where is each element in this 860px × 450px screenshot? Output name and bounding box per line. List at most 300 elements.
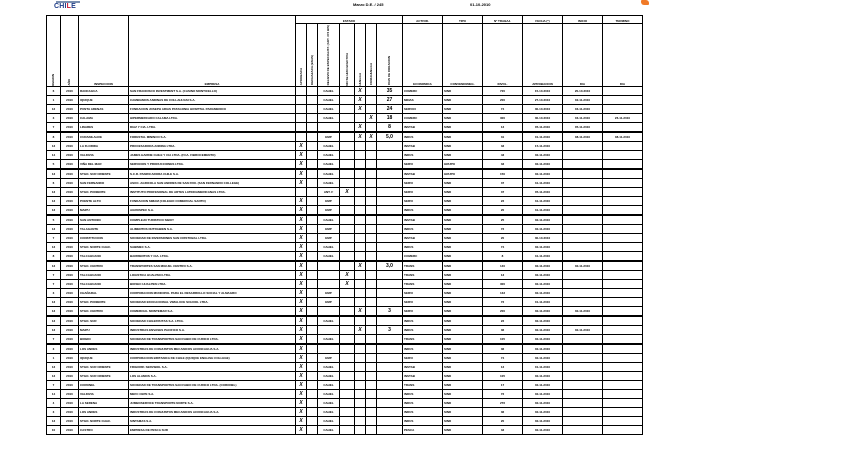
row-termino <box>603 215 643 225</box>
row-actividad: TRANS <box>403 381 443 390</box>
row-relievo: CAHEL <box>318 215 340 225</box>
table-row <box>47 123 643 133</box>
row-rechazada <box>307 390 318 399</box>
table-row <box>47 87 643 96</box>
row-actividad: SERVI <box>403 307 443 317</box>
row-anio: 2010 <box>61 188 79 197</box>
row-huelga: X <box>355 87 366 96</box>
row-anio: 2010 <box>61 289 79 298</box>
row-anio: 2010 <box>61 197 79 206</box>
row-dias <box>377 252 403 262</box>
row-fecha: 30-11-2010 <box>523 426 563 435</box>
row-actividad: INDUS <box>403 132 443 142</box>
row-aprobada <box>296 188 307 197</box>
row-anio: 2010 <box>61 354 79 363</box>
row-inicio <box>563 169 603 179</box>
row-termino <box>603 123 643 133</box>
row-inspeccion: STGO. SUR <box>79 316 129 326</box>
col-huelga <box>355 24 366 87</box>
row-rechazada <box>307 344 318 354</box>
row-actividad: INDUS <box>403 316 443 326</box>
row-rechazada <box>307 307 318 317</box>
row-aprobada: X <box>296 225 307 234</box>
row-inicio <box>563 381 603 390</box>
table-row <box>47 335 643 345</box>
row-tipo: SIND <box>443 206 483 216</box>
row-huelga <box>355 316 366 326</box>
row-firma <box>366 399 377 408</box>
row-dias <box>377 417 403 426</box>
row-actividad: TRANS <box>403 271 443 280</box>
row-aprobada: X <box>296 206 307 216</box>
row-firma <box>366 188 377 197</box>
row-no-efectiva <box>340 316 355 326</box>
row-trabajadores: 200 <box>483 96 523 105</box>
row-termino <box>603 363 643 372</box>
row-inicio <box>563 215 603 225</box>
row-fecha: 31-11-2010 <box>523 197 563 206</box>
table-row <box>47 160 643 170</box>
row-huelga <box>355 335 366 345</box>
row-firma <box>366 87 377 96</box>
row-inspeccion: STGO. SUR ORIENTE <box>79 169 129 179</box>
row-rechazada <box>307 252 318 262</box>
row-fecha: 30-11-2010 <box>523 316 563 326</box>
row-empresa: AGROSPEC S.A. <box>129 206 296 216</box>
row-rechazada <box>307 417 318 426</box>
row-termino: 26-11-2010 <box>603 114 643 123</box>
row-dias <box>377 298 403 307</box>
row-dias: 24 <box>377 105 403 114</box>
row-aprobada: X <box>296 390 307 399</box>
row-no-efectiva <box>340 354 355 363</box>
table-row <box>47 271 643 280</box>
row-inicio <box>563 142 603 151</box>
row-anio: 2010 <box>61 271 79 280</box>
row-termino <box>603 105 643 114</box>
row-rechazada <box>307 326 318 335</box>
row-fecha: 30-11-2010 <box>523 326 563 335</box>
row-aprobada <box>296 123 307 133</box>
row-no-efectiva <box>340 215 355 225</box>
col-termino-top: TERMINO <box>603 16 643 24</box>
row-no-efectiva <box>340 408 355 417</box>
row-fecha: 15-11-2010 <box>523 142 563 151</box>
row-no-efectiva <box>340 169 355 179</box>
row-no-efectiva <box>340 372 355 381</box>
table-row <box>47 225 643 234</box>
row-region: 13 <box>47 188 61 197</box>
row-anio: 2010 <box>61 326 79 335</box>
row-dias <box>377 225 403 234</box>
table-row <box>47 188 643 197</box>
row-firma <box>366 160 377 170</box>
row-firma <box>366 215 377 225</box>
row-firma <box>366 225 377 234</box>
row-huelga <box>355 179 366 188</box>
logo-text-a: CHI <box>54 3 67 10</box>
row-anio: 2010 <box>61 142 79 151</box>
row-anio: 2010 <box>61 390 79 399</box>
row-region: 13 <box>47 363 61 372</box>
row-dias <box>377 390 403 399</box>
row-firma <box>366 335 377 345</box>
row-region: 3 <box>47 114 61 123</box>
row-firma: X <box>366 114 377 123</box>
row-inicio <box>563 197 603 206</box>
row-rechazada <box>307 123 318 133</box>
table-row <box>47 234 643 243</box>
table-row <box>47 243 643 252</box>
orange-logo-icon <box>641 0 649 5</box>
row-actividad: SERVICI <box>403 105 443 114</box>
table-row <box>47 132 643 142</box>
row-anio: 2010 <box>61 381 79 390</box>
row-termino <box>603 271 643 280</box>
row-firma <box>366 390 377 399</box>
row-actividad: COMERC <box>403 114 443 123</box>
row-huelga <box>355 390 366 399</box>
row-region: 1 <box>47 354 61 363</box>
row-empresa: INSTITUTO PROFESIONAL DE ARTES LATINOAMERICANAS LTDA. <box>129 188 296 197</box>
row-inspeccion: CHAÑARAL <box>79 289 129 298</box>
row-dias <box>377 142 403 151</box>
row-tipo: GRUPO <box>443 160 483 170</box>
row-anio: 2010 <box>61 344 79 354</box>
table-row <box>47 252 643 262</box>
col-no-efectiva-label: NO SE HIZO EFECTIVA <box>344 52 349 86</box>
row-trabajadores: 72 <box>483 298 523 307</box>
row-region: 6 <box>47 87 61 96</box>
row-actividad: SERVI <box>403 197 443 206</box>
row-inicio <box>563 390 603 399</box>
row-aprobada: X <box>296 298 307 307</box>
row-aprobada: X <box>296 417 307 426</box>
row-relievo: CAHEL <box>318 252 340 262</box>
row-trabajadores: 36 <box>483 326 523 335</box>
row-anio: 2010 <box>61 105 79 114</box>
row-no-efectiva <box>340 87 355 96</box>
row-huelga <box>355 169 366 179</box>
row-empresa: DIAZ Y CIA. LTDA. <box>129 123 296 133</box>
row-relievo: CAHEL <box>318 169 340 179</box>
row-relievo: ANT. F <box>318 188 340 197</box>
row-dias <box>377 316 403 326</box>
row-empresa: FRIGORIF. SERVIBOL S.A. <box>129 363 296 372</box>
row-relievo: EMP <box>318 289 340 298</box>
row-actividad: SERVI <box>403 289 443 298</box>
row-inspeccion: STGO. SUR ORIENTE <box>79 363 129 372</box>
row-region: 8 <box>47 132 61 142</box>
col-tipo-top: TIPO <box>443 16 483 24</box>
col-huelga-label: HUELGA <box>357 72 362 86</box>
row-relievo: EMP <box>318 197 340 206</box>
row-inspeccion: SAN ANTONIO <box>79 215 129 225</box>
row-dias <box>377 426 403 435</box>
row-inspeccion: VIÑA DEL MAR <box>79 160 129 170</box>
table-row <box>47 215 643 225</box>
row-inspeccion: STGO. PONIENTE <box>79 188 129 197</box>
row-huelga <box>355 399 366 408</box>
table-row <box>47 197 643 206</box>
row-relievo: CAHEL <box>318 96 340 105</box>
row-inicio <box>563 363 603 372</box>
row-dias: 5,0 <box>377 132 403 142</box>
row-anio: 2010 <box>61 225 79 234</box>
table-row <box>47 179 643 188</box>
row-empresa: INDUSTRIAS ENVASES PACIFICO S.A. <box>129 326 296 335</box>
logo-text <box>54 3 82 11</box>
row-trabajadores: 13 <box>483 271 523 280</box>
row-empresa: SINTAMAS S.A. <box>129 417 296 426</box>
row-firma <box>366 354 377 363</box>
row-fecha: 30-10-2010 <box>523 114 563 123</box>
row-tipo: SIND <box>443 372 483 381</box>
row-fecha: 30-11-2010 <box>523 307 563 317</box>
row-dias <box>377 372 403 381</box>
row-anio: 2010 <box>61 335 79 345</box>
col-firma-label: FIRMAHUELGA <box>368 63 373 86</box>
row-rechazada <box>307 114 318 123</box>
col-trab-top: Nº TRABAJ. <box>483 16 523 24</box>
row-actividad: COMERC <box>403 252 443 262</box>
row-no-efectiva <box>340 426 355 435</box>
row-huelga <box>355 354 366 363</box>
row-tipo: SIND <box>443 390 483 399</box>
row-anio: 2010 <box>61 399 79 408</box>
row-aprobada: X <box>296 142 307 151</box>
row-anio: 2010 <box>61 206 79 216</box>
row-fecha: 30-11-2010 <box>523 390 563 399</box>
row-huelga: X <box>355 96 366 105</box>
row-region: 13 <box>47 307 61 317</box>
row-fecha: 01-11-2010 <box>523 363 563 372</box>
row-region: 10 <box>47 426 61 435</box>
row-actividad: SERVI <box>403 179 443 188</box>
row-inspeccion: PUNTA ARENAS <box>79 105 129 114</box>
row-actividad: SERVI <box>403 354 443 363</box>
row-region: 1 <box>47 96 61 105</box>
row-aprobada <box>296 105 307 114</box>
row-no-efectiva <box>340 206 355 216</box>
row-inspeccion: PUENTE ALTO <box>79 197 129 206</box>
row-termino <box>603 298 643 307</box>
row-tipo: SIND <box>443 381 483 390</box>
row-dias <box>377 160 403 170</box>
row-no-efectiva: X <box>340 188 355 197</box>
row-rechazada <box>307 372 318 381</box>
row-relievo: CAHEL <box>318 372 340 381</box>
row-no-efectiva <box>340 417 355 426</box>
row-empresa: SOCIEDAD DE TRANSPORTES SAN FABIO DE CURICO LTDA. (CORONEL) <box>129 381 296 390</box>
row-fecha: 30-11-2010 <box>523 354 563 363</box>
row-trabajadores: 72 <box>483 225 523 234</box>
row-firma <box>366 197 377 206</box>
row-inspeccion: STGO. CENTRO <box>79 307 129 317</box>
row-relievo: EMP <box>318 354 340 363</box>
row-actividad: SERVI <box>403 160 443 170</box>
row-fecha: 01-11-2010 <box>523 132 563 142</box>
row-empresa: FORESTAL MININCO S.A. <box>129 132 296 142</box>
row-inspeccion: CURANILAHUE <box>79 132 129 142</box>
row-trabajadores: 37 <box>483 179 523 188</box>
row-inicio: 08-11-2010 <box>563 132 603 142</box>
row-fecha: 30-11-2010 <box>523 289 563 298</box>
row-termino <box>603 252 643 262</box>
row-tipo: SIND <box>443 298 483 307</box>
row-relievo: CAHEL <box>318 179 340 188</box>
row-fecha: 30-11-2010 <box>523 417 563 426</box>
row-inicio: 30-11-2010 <box>563 261 603 271</box>
row-anio: 2010 <box>61 87 79 96</box>
row-rechazada <box>307 316 318 326</box>
row-rechazada <box>307 280 318 289</box>
row-relievo: EMP <box>318 225 340 234</box>
row-trabajadores: 20 <box>483 206 523 216</box>
row-aprobada: X <box>296 335 307 345</box>
row-no-efectiva <box>340 307 355 317</box>
row-anio: 2010 <box>61 169 79 179</box>
row-inicio <box>563 289 603 298</box>
row-termino <box>603 197 643 206</box>
row-trabajadores: 17 <box>483 381 523 390</box>
row-actividad: INSTAB <box>403 363 443 372</box>
row-dias: 8 <box>377 123 403 133</box>
row-huelga <box>355 215 366 225</box>
row-firma <box>366 151 377 160</box>
row-termino <box>603 87 643 96</box>
row-dias <box>377 151 403 160</box>
row-region: 13 <box>47 316 61 326</box>
row-inspeccion: STGO. NORTE CHAC. <box>79 243 129 252</box>
row-firma <box>366 408 377 417</box>
row-rechazada <box>307 354 318 363</box>
col-rechazada <box>307 24 318 87</box>
row-region: 13 <box>47 206 61 216</box>
row-termino: 08-11-2010 <box>603 132 643 142</box>
row-no-efectiva <box>340 289 355 298</box>
row-no-efectiva <box>340 335 355 345</box>
row-no-efectiva <box>340 142 355 151</box>
row-firma <box>366 426 377 435</box>
row-rechazada <box>307 271 318 280</box>
row-huelga: X <box>355 307 366 317</box>
row-relievo: EMP <box>318 206 340 216</box>
row-rechazada <box>307 105 318 114</box>
row-no-efectiva <box>340 151 355 160</box>
row-relievo <box>318 271 340 280</box>
row-anio: 2010 <box>61 160 79 170</box>
row-relievo: EMP <box>318 132 340 142</box>
row-anio: 2010 <box>61 151 79 160</box>
row-empresa: JUMBOSERVICE TRANSPORTE NORTE S.A. <box>129 399 296 408</box>
table-row <box>47 381 643 390</box>
row-fecha: 01-11-2010 <box>523 298 563 307</box>
row-trabajadores: 31 <box>483 132 523 142</box>
row-trabajadores: 33 <box>483 160 523 170</box>
row-region: 13 <box>47 243 61 252</box>
row-inicio <box>563 234 603 243</box>
row-firma <box>366 363 377 372</box>
row-no-efectiva <box>340 114 355 123</box>
row-inicio <box>563 335 603 345</box>
table-row <box>47 363 643 372</box>
row-relievo <box>318 280 340 289</box>
row-huelga: X <box>355 105 366 114</box>
row-tipo: SIND <box>443 123 483 133</box>
col-empresa: EMPRESA <box>129 16 296 87</box>
row-region: 13 <box>47 261 61 271</box>
row-relievo: CAHEL <box>318 408 340 417</box>
row-trabajadores: 720 <box>483 87 523 96</box>
row-dias <box>377 188 403 197</box>
row-anio: 2010 <box>61 363 79 372</box>
row-actividad: INDUS <box>403 225 443 234</box>
row-huelga <box>355 381 366 390</box>
row-dias <box>377 243 403 252</box>
row-actividad: INDUS <box>403 243 443 252</box>
row-fecha: 30-11-2010 <box>523 261 563 271</box>
row-inicio <box>563 417 603 426</box>
row-aprobada: X <box>296 215 307 225</box>
row-tipo: SIND <box>443 271 483 280</box>
row-region: 4 <box>47 399 61 408</box>
row-empresa: ASOC. AGRICOLA SAN ANDRES DE SAN FDO. (SAN FERNANDO COLLEGE) <box>129 179 296 188</box>
row-termino <box>603 426 643 435</box>
row-inspeccion: TALCAHUANO <box>79 271 129 280</box>
row-trabajadores: 74 <box>483 243 523 252</box>
row-inspeccion: STGO. CENTRO <box>79 261 129 271</box>
row-firma <box>366 307 377 317</box>
row-firma <box>366 142 377 151</box>
row-trabajadores: 276 <box>483 399 523 408</box>
row-huelga <box>355 160 366 170</box>
row-aprobada: X <box>296 354 307 363</box>
row-dias <box>377 335 403 345</box>
logo-text-b: L <box>66 3 72 10</box>
row-relievo: CAHEL <box>318 426 340 435</box>
row-aprobada: X <box>296 234 307 243</box>
row-inicio <box>563 372 603 381</box>
row-region: 12 <box>47 105 61 114</box>
row-aprobada: X <box>296 151 307 160</box>
row-huelga <box>355 417 366 426</box>
row-dias <box>377 197 403 206</box>
row-huelga: X <box>355 132 366 142</box>
col-trab: INVOL. <box>483 24 523 87</box>
row-aprobada: X <box>296 426 307 435</box>
row-no-efectiva <box>340 234 355 243</box>
row-firma <box>366 280 377 289</box>
row-fecha: 30-10-2010 <box>523 234 563 243</box>
row-dias <box>377 354 403 363</box>
strikes-table <box>46 15 643 435</box>
table-row <box>47 298 643 307</box>
table-row <box>47 206 643 216</box>
row-fecha: 30-11-2010 <box>523 160 563 170</box>
row-huelga <box>355 206 366 216</box>
row-empresa: SOCIEDAD CHILEFRUTAS S.A. LTDA. <box>129 316 296 326</box>
row-trabajadores: 72 <box>483 390 523 399</box>
table-row <box>47 142 643 151</box>
row-aprobada <box>296 87 307 96</box>
row-dias <box>377 344 403 354</box>
row-termino <box>603 344 643 354</box>
row-trabajadores: 13 <box>483 363 523 372</box>
row-huelga <box>355 271 366 280</box>
row-inicio <box>563 408 603 417</box>
row-anio: 2010 <box>61 417 79 426</box>
